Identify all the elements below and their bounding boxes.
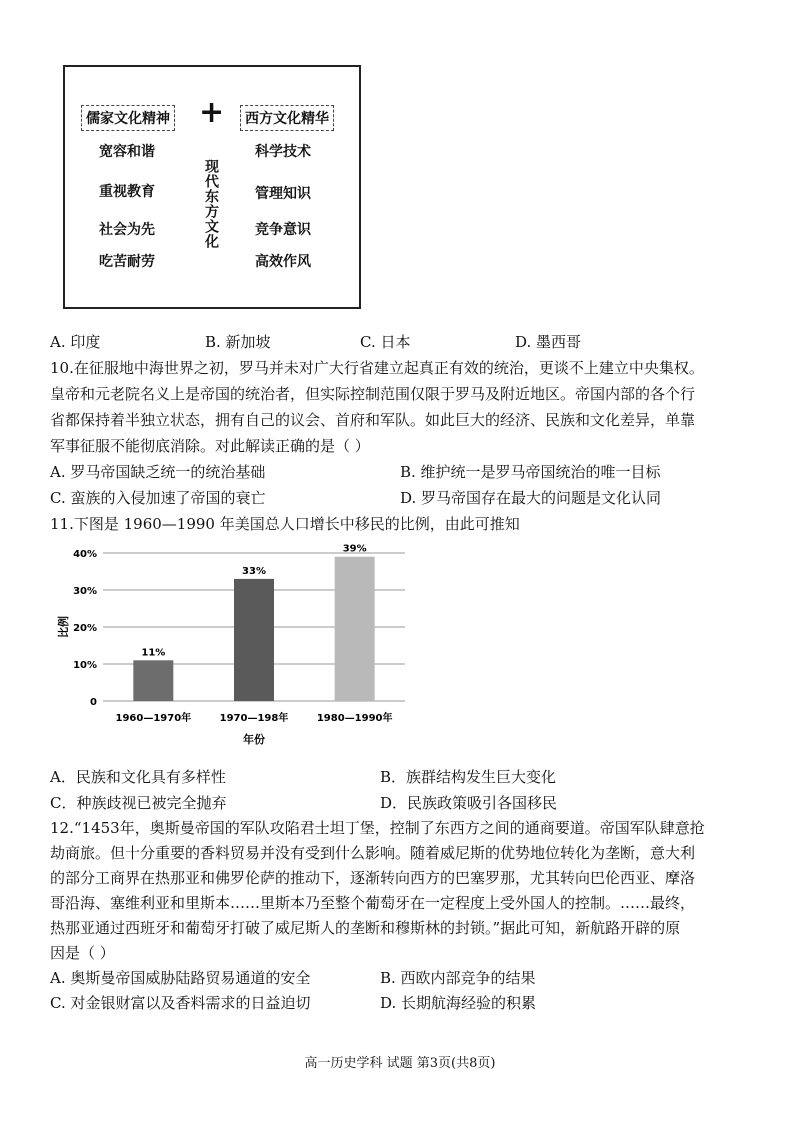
chart-ytick-label: 40% xyxy=(73,549,97,560)
left-item: 社会为先 xyxy=(99,222,155,238)
q10-option-d[interactable]: D. 罗马帝国存在最大的问题是文化认同 xyxy=(400,489,662,507)
q10-stem-line: 省都保持着半独立状态，拥有自己的议会、首府和军队。如此巨大的经济、民族和文化差异，单靠 xyxy=(50,411,696,429)
chart-bar xyxy=(234,579,274,701)
immigration-bar-chart xyxy=(55,535,415,750)
q11-option-c[interactable]: C．种族歧视已被完全抛弃 xyxy=(50,794,227,812)
q12-option-b[interactable]: B. 西欧内部竞争的结果 xyxy=(380,969,536,987)
q12-stem-line: 12.“1453年，奥斯曼帝国的军队攻陷君士坦丁堡，控制了东西方之间的通商要道。帝国军队肆意抢 xyxy=(50,819,705,837)
q12-stem-line: 因是（ ） xyxy=(50,944,115,962)
q10-stem-line: 军事征服不能彻底消除。对此解读正确的是（ ） xyxy=(50,437,370,455)
left-item: 吃苦耐劳 xyxy=(99,254,155,270)
q10-stem-line: 皇帝和元老院名义上是帝国的统治者，但实际控制范围仅限于罗马及附近地区。帝国内部的各个行 xyxy=(50,385,696,403)
left-item: 宽容和谐 xyxy=(99,144,155,160)
q9-option-b[interactable]: B. 新加坡 xyxy=(205,333,271,351)
chart-bar xyxy=(133,660,173,701)
center-vertical-label: 现代东方文化 xyxy=(203,159,219,249)
chart-xtick-label: 1970—198年 xyxy=(219,713,289,724)
q11-option-d[interactable]: D．民族政策吸引各国移民 xyxy=(380,794,558,812)
q10-option-b[interactable]: B. 维护统一是罗马帝国统治的唯一目标 xyxy=(400,463,661,481)
plus-sign: + xyxy=(199,95,225,130)
chart-data-label: 39% xyxy=(342,543,367,555)
q10-option-c[interactable]: C. 蛮族的入侵加速了帝国的衰亡 xyxy=(50,489,266,507)
chart-xlabel: 年份 xyxy=(243,733,265,746)
q12-stem-line: 劫商旅。但十分重要的香料贸易并没有受到什么影响。随着威尼斯的优势地位转化为垄断，意大利 xyxy=(50,844,696,862)
chart-ytick-label: 20% xyxy=(73,623,97,634)
q10-option-a[interactable]: A. 罗马帝国缺乏统一的统治基础 xyxy=(50,463,266,481)
left-item: 重视教育 xyxy=(99,184,155,200)
chart-bars xyxy=(133,544,374,701)
q11-option-b[interactable]: B．族群结构发生巨大变化 xyxy=(380,768,557,786)
right-title: 西方文化精华 xyxy=(240,105,334,131)
q12-stem-line: 哥沿海、塞维利亚和里斯本……里斯本乃至整个葡萄牙在一定程度上受外国人的控制。……最终， xyxy=(50,894,696,912)
q9-option-d[interactable]: D. 墨西哥 xyxy=(515,333,582,351)
page-footer: 高一历史学科 试题 第3页(共8页) xyxy=(304,1056,496,1071)
culture-diagram xyxy=(63,65,361,309)
chart-ytick-label: 10% xyxy=(73,660,97,671)
chart-y-ticks xyxy=(73,549,97,708)
chart-ylabel: 比例 xyxy=(57,616,70,638)
chart-data-label: 33% xyxy=(242,565,266,577)
q9-option-c[interactable]: C. 日本 xyxy=(360,333,411,351)
q12-stem-line: 热那亚通过西班牙和葡萄牙打破了威尼斯人的垄断和穆斯林的封锁。”据此可知，新航路开辟的原 xyxy=(50,919,681,937)
q10-stem-line: 10.在征服地中海世界之初，罗马并未对广大行省建立起真正有效的统治，更谈不上建立中央集权。 xyxy=(50,359,704,377)
right-item: 科学技术 xyxy=(255,144,311,160)
chart-x-ticks xyxy=(115,711,392,724)
right-item: 管理知识 xyxy=(255,186,311,202)
q12-option-a[interactable]: A. 奥斯曼帝国威胁陆路贸易通道的安全 xyxy=(50,969,311,987)
right-item: 竞争意识 xyxy=(255,222,311,238)
chart-ytick-label: 0 xyxy=(90,697,97,708)
right-item: 高效作风 xyxy=(255,254,311,270)
q11-option-a[interactable]: A．民族和文化具有多样性 xyxy=(50,768,226,786)
q12-option-c[interactable]: C. 对金银财富以及香料需求的日益迫切 xyxy=(50,994,311,1012)
chart-xtick-label: 1980—1990年 xyxy=(316,713,393,724)
chart-bar xyxy=(335,557,375,701)
q11-stem: 11.下图是 1960—1990 年美国总人口增长中移民的比例，由此可推知 xyxy=(50,515,520,533)
chart-ytick-label: 30% xyxy=(73,586,97,597)
q12-stem-line: 的部分工商界在热那亚和佛罗伦萨的推动下，逐渐转向西方的巴塞罗那，尤其转向巴伦西亚、摩洛 xyxy=(50,869,696,887)
q12-option-d[interactable]: D. 长期航海经验的积累 xyxy=(380,994,537,1012)
chart-xtick-label: 1960—1970年 xyxy=(115,713,192,724)
chart-data-label: 11% xyxy=(141,647,166,659)
q9-option-a[interactable]: A. 印度 xyxy=(50,333,101,351)
left-title: 儒家文化精神 xyxy=(81,105,175,131)
